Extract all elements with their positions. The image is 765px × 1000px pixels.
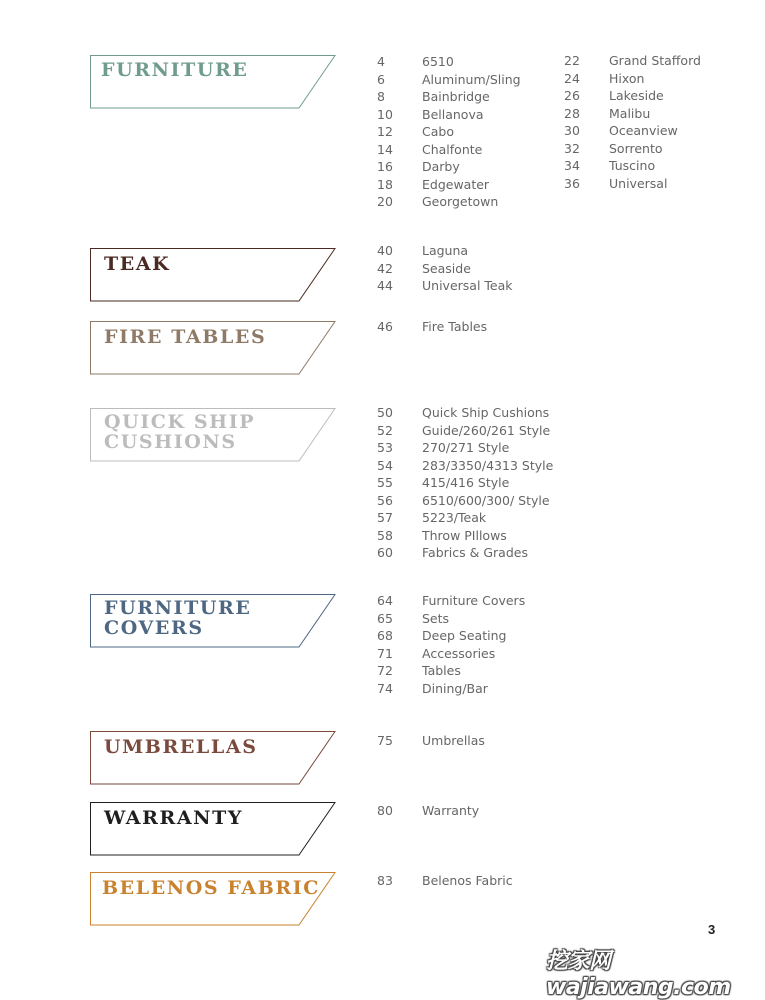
entry-label: Deep Seating — [422, 628, 507, 643]
entry-label: Grand Stafford — [609, 53, 701, 68]
entry-label: Darby — [422, 159, 460, 174]
entry-label: Furniture Covers — [422, 593, 526, 608]
page-ref-number: 24 — [564, 70, 580, 86]
page-ref-number: 57 — [377, 510, 393, 525]
entry-label: Seaside — [422, 260, 471, 276]
entry-label: Aluminum/Sling — [422, 71, 521, 87]
entry-label: Umbrellas — [422, 733, 485, 748]
entry-label: Guide/260/261 Style — [422, 422, 551, 438]
entry-label: 5223/Teak — [422, 510, 487, 525]
entry-label: 270/271 Style — [422, 440, 510, 455]
entry-label: Bellanova — [422, 106, 484, 122]
entry-label: Edgewater — [422, 176, 490, 192]
section-banner — [90, 248, 336, 302]
page-ref-number: 34 — [564, 158, 580, 173]
page-ref-number: 75 — [377, 733, 393, 748]
page-ref-number: 12 — [377, 124, 393, 139]
entry-label: Quick Ship Cushions — [422, 405, 550, 420]
page-ref-number: 18 — [377, 176, 393, 192]
entry-label: Georgetown — [422, 194, 499, 209]
entry-label: Bainbridge — [422, 89, 490, 104]
page-ref-number: 40 — [377, 243, 393, 258]
page-ref-number: 65 — [377, 610, 393, 626]
section-title: FURNITURE COVERS — [104, 597, 252, 639]
entry-label: Accessories — [422, 645, 496, 661]
page-ref-number: 72 — [377, 663, 393, 678]
page-ref-number: 4 — [377, 54, 385, 69]
page-ref-number: 80 — [377, 803, 393, 818]
page-ref-number: 20 — [377, 194, 393, 209]
entry-label: Sets — [422, 610, 450, 626]
section-title: FURNITURE — [101, 59, 249, 81]
page-ref-number: 58 — [377, 527, 393, 543]
page-ref-number: 16 — [377, 159, 393, 174]
section-banner — [90, 55, 336, 109]
section-banner — [90, 321, 336, 375]
page-ref-number: 54 — [377, 457, 393, 473]
entry-label: Throw PIllows — [422, 527, 507, 543]
entry-label: Laguna — [422, 243, 469, 258]
entry-label: Hixon — [609, 70, 645, 86]
entry-label: Belenos Fabric — [422, 873, 513, 888]
entry-label: 6510 — [422, 54, 454, 69]
section-title: TEAK — [104, 253, 171, 275]
page-ref-number: 55 — [377, 475, 393, 490]
page-ref-number: 28 — [564, 105, 580, 121]
section-banner — [90, 408, 336, 462]
page-ref-number: 22 — [564, 53, 580, 68]
page-ref-number: 53 — [377, 440, 393, 455]
section-title: QUICK SHIP CUSHIONS — [104, 411, 256, 453]
section-banner — [90, 594, 336, 648]
entry-label: Universal — [609, 175, 668, 191]
section-title: BELENOS FABRIC — [102, 877, 321, 899]
page-number: 3 — [708, 922, 716, 937]
page-ref-number: 83 — [377, 873, 393, 888]
entry-label: Warranty — [422, 803, 480, 818]
entry-label: 283/3350/4313 Style — [422, 457, 554, 473]
entry-label: Fire Tables — [422, 319, 488, 334]
entry-label: Universal Teak — [422, 278, 513, 293]
entry-label: Lakeside — [609, 88, 664, 103]
page-ref-number: 44 — [377, 278, 393, 293]
page-ref-number: 50 — [377, 405, 393, 420]
page-ref-number: 14 — [377, 141, 393, 157]
page-ref-number: 46 — [377, 319, 393, 334]
watermark: 挖家网 wajiawang.com — [546, 949, 731, 1000]
entry-label: Fabrics & Grades — [422, 545, 528, 560]
entry-label: 415/416 Style — [422, 475, 510, 490]
page-ref-number: 6 — [377, 71, 385, 87]
page-ref-number: 8 — [377, 89, 385, 104]
section-title: UMBRELLAS — [104, 736, 258, 758]
page-ref-number: 30 — [564, 123, 580, 138]
section-title: WARRANTY — [104, 807, 244, 829]
entry-label: Tables — [422, 663, 461, 678]
section-banner — [90, 731, 336, 785]
section-banner — [90, 872, 336, 926]
entry-label: Cabo — [422, 124, 454, 139]
page-ref-number: 32 — [564, 140, 580, 156]
page-ref-number: 64 — [377, 593, 393, 608]
page-ref-number: 68 — [377, 628, 393, 643]
page-ref-number: 60 — [377, 545, 393, 560]
page-ref-number: 74 — [377, 680, 393, 696]
page-ref-number: 56 — [377, 492, 393, 508]
page-ref-number: 26 — [564, 88, 580, 103]
entry-label: Malibu — [609, 105, 651, 121]
entry-label: Oceanview — [609, 123, 678, 138]
section-banner — [90, 802, 336, 856]
entry-label: Sorrento — [609, 140, 663, 156]
entry-label: Tuscino — [609, 158, 656, 173]
entry-label: Chalfonte — [422, 141, 483, 157]
page-ref-number: 42 — [377, 260, 393, 276]
page-ref-number: 10 — [377, 106, 393, 122]
page-ref-number: 71 — [377, 645, 393, 661]
page-ref-number: 52 — [377, 422, 393, 438]
section-title: FIRE TABLES — [104, 326, 267, 348]
page-ref-number: 36 — [564, 175, 580, 191]
entry-label: 6510/600/300/ Style — [422, 492, 550, 508]
entry-label: Dining/Bar — [422, 680, 488, 696]
